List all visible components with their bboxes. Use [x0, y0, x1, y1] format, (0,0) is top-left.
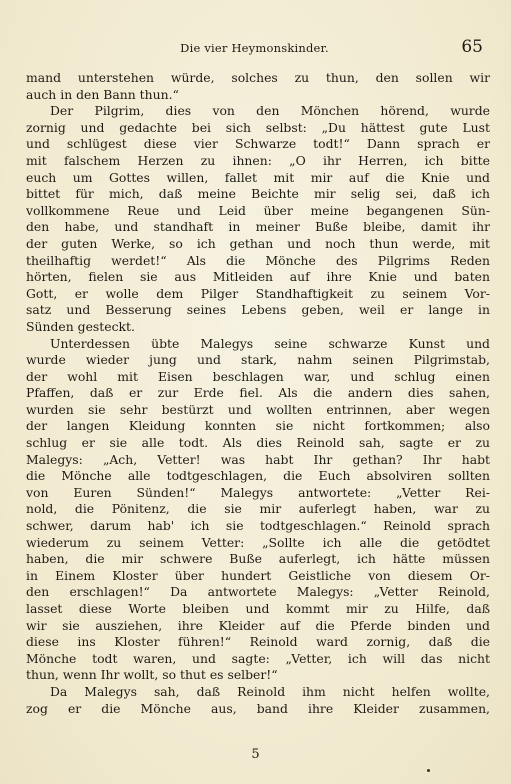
running-title: Die vier Heymonskinder.	[180, 41, 329, 55]
text-line: Unterdessen übte Malegys seine schwarze Kunst und	[50, 335, 490, 351]
text-line: Pfaffen, daß er zur Erde fiel. Als die andern dies sahen,	[26, 385, 490, 401]
printer-signature-mark: 5	[251, 747, 260, 762]
body-text	[26, 70, 490, 717]
text-line: und schlügest diese vier Schwarze todt!“ Dann sprach er	[26, 136, 490, 152]
text-line: Gott, er wolle dem Pilger Standhaftigkeit zu seinem Vor-	[26, 285, 490, 301]
text-line: wiederum zu seinem Vetter: „Sollte ich alle die getödtet	[26, 534, 490, 550]
text-line: zog er die Mönche aus, band ihre Kleider zusammen,	[26, 700, 490, 716]
text-line: der langen Kleidung konnten sie nicht fortkommen; also	[26, 418, 490, 434]
page-number: 65	[461, 37, 483, 57]
text-line: lasset diese Worte bleiben und kommt mir zu Hilfe, daß	[26, 601, 490, 616]
text-line: wir sie ausziehen, ihre Kleider auf die Pferde binden und	[26, 617, 490, 633]
text-line: den habe, und standhaft in meiner Buße bleibe, damit ihr	[26, 219, 490, 235]
text-line: theilhaftig werdet!“ Als die Mönche des Pilgrims Reden	[26, 252, 490, 268]
text-line: Da Malegys sah, daß Reinold ihm nicht helfen wollte,	[50, 683, 490, 699]
text-line: wurden sie sehr bestürzt und wollten entrinnen, aber wegen	[26, 401, 490, 417]
text-line: bittet für mich, daß meine Beichte mir selig sei, daß ich	[26, 186, 490, 202]
text-line: satz und Besserung seines Lebens geben, weil er lange in	[26, 302, 490, 318]
text-line: Malegys: „Ach, Vetter! was habt Ihr gethan? Ihr habt	[26, 451, 490, 467]
text-line: zornig und gedachte bei sich selbst: „Du hättest gute Lust	[26, 119, 490, 135]
text-line: in Einem Kloster über hundert Geistliche von diesem Or-	[26, 567, 490, 583]
text-line: haben, die mir schwere Buße auferlegt, ich hätte müssen	[26, 551, 490, 567]
text-line: schwer, darum hab' ich sie todtgeschlagen.“ Reinold sprach	[26, 518, 490, 534]
text-line: euch um Gottes willen, fallet mit mir auf die Knie und	[26, 169, 490, 185]
text-line: mand unterstehen würde, solches zu thun, den sollen wir	[26, 70, 490, 85]
text-line: diese ins Kloster führen!“ Reinold ward zornig, daß die	[26, 634, 490, 650]
text-line: der guten Werke, so ich gethan und noch thun werde, mit	[26, 235, 490, 251]
text-line: nold, die Pönitenz, die sie mir auferlegt haben, war zu	[26, 501, 490, 517]
text-line: Der Pilgrim, dies von den Mönchen hörend, wurde	[50, 103, 490, 119]
text-line: hörten, fielen sie aus Mitleiden auf ihre Knie und baten	[26, 269, 490, 285]
text-line: die Mönche alle todtgeschlagen, die Euch absolviren sollten	[26, 468, 490, 484]
text-line: wurde wieder jung und stark, nahm seinen Pilgrimstab,	[26, 352, 490, 368]
text-line: den erschlagen!“ Da antwortete Malegys: „Vetter Reinold,	[26, 584, 490, 600]
text-line: von Euren Sünden!“ Malegys antwortete: „Vetter Rei-	[26, 484, 490, 500]
text-line: schlug er sie alle todt. Als dies Reinold sah, sagte er zu	[26, 435, 490, 451]
ink-speck	[427, 769, 430, 772]
text-line: Mönche todt waren, und sagte: „Vetter, ich will das nicht	[26, 650, 490, 666]
text-line: der wohl mit Eisen beschlagen war, und schlug einen	[26, 368, 490, 384]
page-header	[26, 37, 483, 57]
text-line: mit falschem Herzen zu ihnen: „O ihr Herren, ich bitte	[26, 152, 490, 168]
text-line: auch in den Bann thun.“	[26, 86, 179, 102]
text-line: Sünden gesteckt.	[26, 318, 135, 334]
text-line: vollkommene Reue und Leid über meine begangenen Sün-	[26, 202, 490, 218]
text-line: thun, wenn Ihr wollt, so thut es selber!“	[26, 667, 278, 683]
